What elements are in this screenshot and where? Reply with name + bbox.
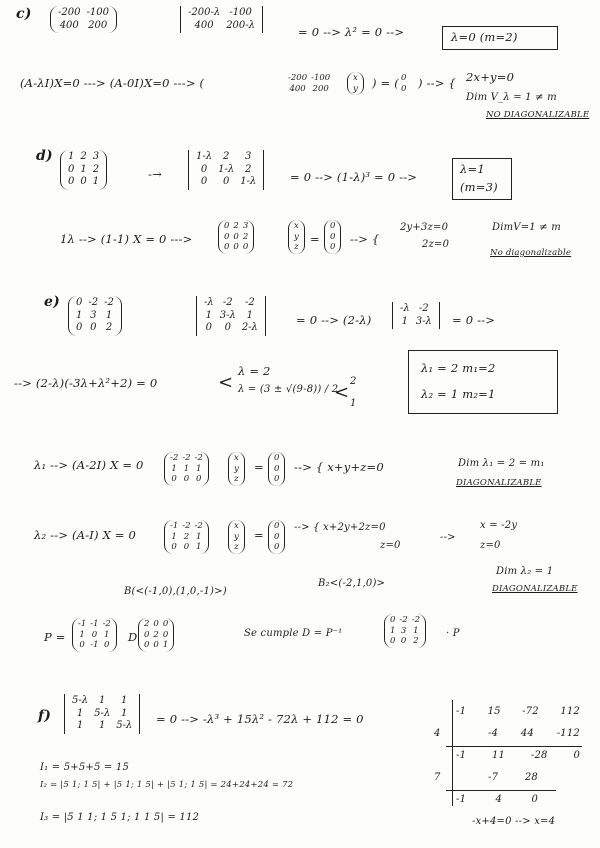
ruffini-row4 (488, 772, 538, 783)
matrix-cell: 0 (162, 629, 169, 640)
system-e1: --> { x+y+z=0 (294, 460, 384, 474)
matrix-cell: 0 (200, 176, 208, 187)
minor-e (392, 302, 440, 329)
matrix-cell: 1 (390, 625, 396, 636)
invariant-I3: I₃ = |5 1 1; 1 5 1; 1 1 5| = 112 (40, 812, 200, 823)
matrix-cell: 0 (401, 83, 407, 94)
matrix-c-eq (283, 72, 335, 95)
matrix-cell: -1 (90, 640, 99, 651)
matrix-cell: 3 (92, 151, 100, 162)
verdict-d: No diagonalizable (490, 248, 572, 258)
step-d: 1λ --> (1-1) X = 0 ---> (60, 232, 193, 246)
verdict-e1: DIAGONALIZABLE (456, 478, 542, 488)
matrix-cell: -1 (78, 619, 87, 629)
dim-c: Dim V_λ = 1 ≠ m (466, 92, 557, 103)
matrix-cell: 2 (105, 322, 113, 333)
vector-zero-e1 (268, 452, 285, 486)
ruffini-row3 (456, 750, 580, 761)
matrix-cell: -1 (90, 619, 99, 629)
ruffini-cell: 4 (495, 794, 503, 805)
matrix-cell: 1 (98, 695, 106, 706)
ruffini-cell: -112 (556, 728, 580, 739)
matrix-cell: 0 (144, 640, 150, 651)
matrix-cell: 0 (68, 163, 75, 175)
matrix-cell: 0 (171, 474, 177, 485)
arrow-c: ) --> { (418, 76, 456, 90)
matrix-cell: 0 (183, 474, 190, 485)
matrix-cell: 200-λ (226, 19, 255, 31)
matrix-cell: 1 (171, 463, 177, 474)
ruffini-cell: 0 (531, 794, 538, 805)
matrix-cell: 0 (390, 615, 396, 625)
system-c: 2x+y=0 (466, 70, 515, 84)
ruffini-cell: -1 (456, 706, 467, 717)
matrix-cell: 5-λ (72, 695, 89, 706)
matrix-cell: -λ (400, 303, 410, 314)
char-eq-c: = 0 --> λ² = 0 --> (298, 25, 405, 39)
matrix-cell: 0 (200, 163, 208, 175)
matrix-cell: 0 (80, 176, 87, 187)
matrix-cell: 200 (312, 83, 329, 94)
matrix-cell: x (353, 73, 358, 83)
matrix-cell: 0 (330, 221, 336, 231)
eq-e2: = (254, 528, 264, 542)
matrix-cell: -2 (399, 615, 408, 625)
matrix-cell: 1 (98, 720, 106, 731)
arrow-d: -→ (148, 167, 162, 181)
eq-c: ) = ( (372, 76, 399, 90)
vector-xyz-d (288, 220, 305, 254)
matrix-cell: 0 (242, 242, 249, 253)
matrix-cell: -200 (288, 73, 308, 83)
matrix-cell: x (294, 221, 299, 231)
matrix-cell: 0 (274, 463, 280, 474)
matrix-d-eq (218, 220, 254, 254)
matrix-cell: 1-λ (240, 176, 257, 187)
matrix-cell: 0 (274, 474, 280, 485)
sol-e2a: x = -2y (480, 520, 518, 531)
cumple-text: Se cumple D = P⁻¹ (244, 628, 343, 639)
matrix-cell: -1 (170, 521, 179, 531)
matrix-cell: 0 (90, 322, 97, 333)
poly-e: --> (2-λ)(-3λ+λ²+2) = 0 (14, 376, 158, 390)
step-c: (A-λI)X=0 ---> (A-0I)X=0 ---> ( (20, 76, 205, 90)
ruffini-cell: -72 (522, 706, 539, 717)
ruffini-cell: -7 (488, 772, 499, 783)
ruffini-cell: 112 (560, 706, 580, 717)
matrix-cell: 400 (289, 83, 306, 94)
invariant-I2: I₂ = |5 1; 1 5| + |5 1; 1 5| + |5 1; 1 5| = 24+24+24 = 72 (40, 780, 294, 790)
matrix-cell: 2 (222, 151, 230, 162)
vector-zero-e2 (268, 520, 285, 554)
matrix-cell: 200 (88, 19, 108, 31)
matrix-cell: 0 (205, 322, 213, 333)
matrix-cell: 0 (153, 619, 159, 629)
matrix-cell: 0 (224, 221, 230, 231)
matrix-cell: 1 (80, 163, 87, 175)
matrix-cell: 3-λ (219, 309, 236, 321)
matrix-cell: 0 (274, 453, 280, 463)
matrix-cell: -200 (58, 7, 81, 18)
matrix-cell: 2 (245, 163, 252, 175)
arrow-d2: --> { (350, 232, 380, 246)
char-eq-d: = 0 --> (1-λ)³ = 0 --> (290, 170, 418, 184)
matrix-cell: y (234, 463, 239, 474)
matrix-cell: -2 (102, 619, 111, 629)
sub2-e: 1 (350, 398, 357, 409)
matrix-cell: 1 (79, 629, 85, 640)
ruffini-cell: 44 (520, 728, 534, 739)
matrix-cell: 1 (76, 707, 84, 719)
matrix-cell: 0 (224, 242, 230, 253)
lambda2-step: λ₂ --> (A-I) X = 0 (34, 528, 137, 542)
final-root: -x+4=0 --> x=4 (472, 816, 556, 827)
matrix-cell: -100 (311, 73, 331, 83)
matrix-cell: 5-λ (94, 707, 111, 719)
vector-zero-d (324, 220, 341, 254)
matrix-cell: y (294, 231, 299, 242)
invariant-I1: I₁ = 5+5+5 = 15 (40, 762, 130, 773)
dim-e2: Dim λ₂ = 1 (496, 566, 554, 577)
brace-e2: < (334, 382, 350, 403)
matrix-cell: -2 (418, 303, 429, 314)
matrix-cell: 3 (400, 625, 407, 636)
box-line1-e: λ₁ = 2 m₁=2 (421, 361, 496, 375)
matrix-cell: -100 (229, 7, 252, 18)
matrix-cell: 2 (144, 619, 150, 629)
eq-d: = (310, 232, 320, 246)
matrix-cell: 0 (274, 531, 280, 542)
matrix-cell: 0 (144, 629, 150, 640)
verdict-c: NO DIAGONALIZABLE (486, 110, 590, 120)
matrix-cell: 0 (76, 297, 83, 308)
matrix-cell: y (234, 531, 239, 542)
matrix-cell: 0 (76, 322, 83, 333)
ruffini-cell: -1 (456, 794, 467, 805)
eigenvalue-d: λ=1 (460, 162, 485, 176)
matrix-cell: -2 (194, 453, 203, 463)
ruffini-row5 (456, 794, 538, 805)
dim-e1: Dim λ₁ = 2 = m₁ (458, 458, 545, 469)
ruffini-cell: 15 (487, 706, 501, 717)
vector-xyz-e1 (228, 452, 245, 486)
system-e2a: --> { x+2y+2z=0 (294, 522, 386, 533)
ruffini-cell: -4 (488, 728, 499, 739)
matrix-A-e-check (384, 614, 426, 648)
determinant-f (64, 694, 140, 734)
matrix-cell: 1 (76, 720, 84, 731)
ruffini-cell: -28 (530, 750, 548, 761)
matrix-cell: 1 (171, 531, 177, 542)
matrix-cell: 0 (224, 322, 231, 333)
matrix-cell: 0 (91, 629, 98, 640)
basis-2: B₂<(-2,1,0)> (318, 578, 386, 589)
section-label-e: e) (44, 294, 60, 310)
root1-e: λ = 2 (238, 364, 271, 378)
matrix-cell: -2 (170, 453, 179, 463)
matrix-cell: 1 (413, 625, 419, 636)
ruffini-cell: 11 (491, 750, 506, 761)
matrix-A-d (60, 150, 107, 190)
brace-e: < (218, 372, 234, 393)
matrix-cell: 400 (59, 19, 79, 31)
eigenvalue-c: λ=0 (m=2) (451, 30, 518, 44)
matrix-cell: 1 (121, 695, 128, 706)
matrix-cell: 1 (76, 309, 83, 321)
expand-e: = 0 --> (2-λ) (296, 313, 372, 327)
matrix-cell: 2 (242, 231, 249, 242)
matrix-cell: 2 (92, 163, 100, 175)
arrow-e2: --> (440, 532, 456, 543)
matrix-cell: 0 (171, 542, 177, 553)
matrix-cell: 2-λ (241, 322, 258, 333)
matrix-cell: 0 (162, 619, 169, 629)
char-eq-f: = 0 --> -λ³ + 15λ² - 72λ + 112 = 0 (156, 712, 364, 726)
matrix-cell: 1 (246, 309, 254, 321)
matrix-cell: 1 (205, 309, 213, 321)
matrix-cell: 2 (233, 221, 239, 231)
vector-xy-c (347, 72, 364, 95)
matrix-e1 (164, 452, 209, 486)
sol-e2b: z=0 (480, 540, 501, 551)
lambda1-step: λ₁ --> (A-2I) X = 0 (34, 458, 144, 472)
matrix-cell: 1 (92, 176, 100, 187)
matrix-cell: 1 (195, 542, 202, 553)
matrix-cell: y (353, 83, 358, 94)
vector-xyz-e2 (228, 520, 245, 554)
matrix-cell: 1 (183, 463, 190, 474)
matrix-cell: 3 (245, 151, 252, 162)
matrix-cell: 1 (162, 640, 169, 651)
matrix-cell: z (234, 542, 239, 553)
matrix-cell: 1-λ (196, 151, 213, 162)
result-box-c (442, 26, 558, 50)
matrix-cell: 0 (103, 640, 110, 651)
determinant-d (188, 150, 264, 190)
matrix-cell: 0 (233, 231, 239, 242)
determinant-c (180, 6, 263, 33)
section-label-c: c) (16, 6, 32, 22)
matrix-cell: 5-λ (116, 720, 133, 731)
matrix-cell: 0 (195, 474, 202, 485)
multiplicity-d: (m=3) (460, 180, 498, 194)
matrix-cell: 0 (153, 640, 159, 651)
matrix-cell: 0 (274, 542, 280, 553)
matrix-cell: -2 (411, 615, 420, 625)
matrix-cell: 1 (195, 463, 202, 474)
matrix-e2 (164, 520, 209, 554)
matrix-cell: -2 (182, 453, 191, 463)
ruffini-row1 (456, 706, 580, 717)
ruffini-cell: 28 (524, 772, 538, 783)
matrix-cell: 1 (68, 151, 75, 162)
P-end: · P (446, 628, 460, 639)
matrix-cell: -2 (104, 297, 114, 308)
matrix-cell: -2 (88, 297, 99, 308)
matrix-cell: 0 (330, 242, 336, 253)
vector-zero-c (396, 72, 411, 95)
matrix-cell: 1 (121, 707, 128, 719)
matrix-cell: 0 (68, 176, 75, 187)
eq-e1: = (254, 460, 264, 474)
matrix-cell: x (234, 453, 239, 463)
ruffini-cell: 0 (573, 750, 580, 761)
matrix-cell: 2 (413, 636, 419, 647)
matrix-cell: 1 (401, 315, 409, 327)
matrix-A-c (50, 6, 117, 33)
system-d1: 2y+3z=0 (400, 222, 449, 233)
determinant-e (196, 296, 266, 336)
dim-d: DimV=1 ≠ m (492, 222, 561, 233)
matrix-cell: -λ (204, 297, 214, 308)
result-box-e (408, 350, 558, 414)
verdict-e2: DIAGONALIZABLE (492, 584, 578, 594)
matrix-cell: 3 (242, 221, 249, 231)
matrix-cell: -200-λ (188, 7, 221, 18)
matrix-cell: x (234, 521, 239, 531)
ruffini-div1: 4 (434, 728, 441, 739)
matrix-cell: -100 (86, 7, 109, 18)
eq-e: = 0 --> (452, 313, 496, 327)
matrix-cell: 0 (222, 176, 230, 187)
matrix-cell: 0 (401, 73, 407, 83)
matrix-D (138, 618, 174, 652)
matrix-cell: 0 (233, 242, 239, 253)
matrix-cell: -2 (244, 297, 255, 308)
ruffini-row2 (488, 728, 580, 739)
D-label: D (128, 630, 138, 644)
matrix-cell: z (294, 242, 299, 253)
matrix-cell: 0 (79, 640, 85, 651)
matrix-cell: -2 (194, 521, 203, 531)
section-label-f: f) (38, 708, 52, 724)
matrix-cell: 2 (80, 151, 87, 162)
section-label-d: d) (36, 148, 53, 164)
matrix-cell: 1 (103, 629, 110, 640)
result-box-d (452, 158, 512, 200)
matrix-cell: 400 (194, 19, 214, 31)
matrix-cell: 2 (183, 531, 190, 542)
matrix-cell: 0 (274, 521, 280, 531)
matrix-cell: 0 (400, 636, 407, 647)
matrix-cell: -2 (182, 521, 191, 531)
sub1-e: 2 (350, 376, 357, 387)
basis-1: B(<(-1,0),(1,0,-1)>) (124, 586, 227, 597)
matrix-cell: 3 (90, 309, 97, 321)
system-e2b: z=0 (380, 540, 401, 551)
matrix-cell: 3-λ (415, 315, 432, 327)
matrix-cell: 0 (224, 231, 230, 242)
matrix-cell: -2 (222, 297, 233, 308)
matrix-cell: 1-λ (218, 163, 235, 175)
matrix-cell: 0 (183, 542, 190, 553)
ruffini-cell: -1 (456, 750, 467, 761)
matrix-A-e (68, 296, 122, 336)
matrix-cell: 0 (390, 636, 396, 647)
matrix-cell: z (234, 474, 239, 485)
ruffini-div2: 7 (434, 772, 441, 783)
root2-e: λ = (3 ± √(9-8)) / 2 (238, 384, 339, 395)
matrix-cell: 2 (153, 629, 159, 640)
matrix-cell: 1 (195, 531, 202, 542)
matrix-cell: 0 (330, 231, 336, 242)
matrix-cell: 1 (105, 309, 113, 321)
box-line2-e: λ₂ = 1 m₂=1 (421, 387, 496, 401)
matrix-P (72, 618, 117, 652)
P-label: P = (44, 630, 66, 644)
system-d2: 2z=0 (422, 239, 450, 250)
